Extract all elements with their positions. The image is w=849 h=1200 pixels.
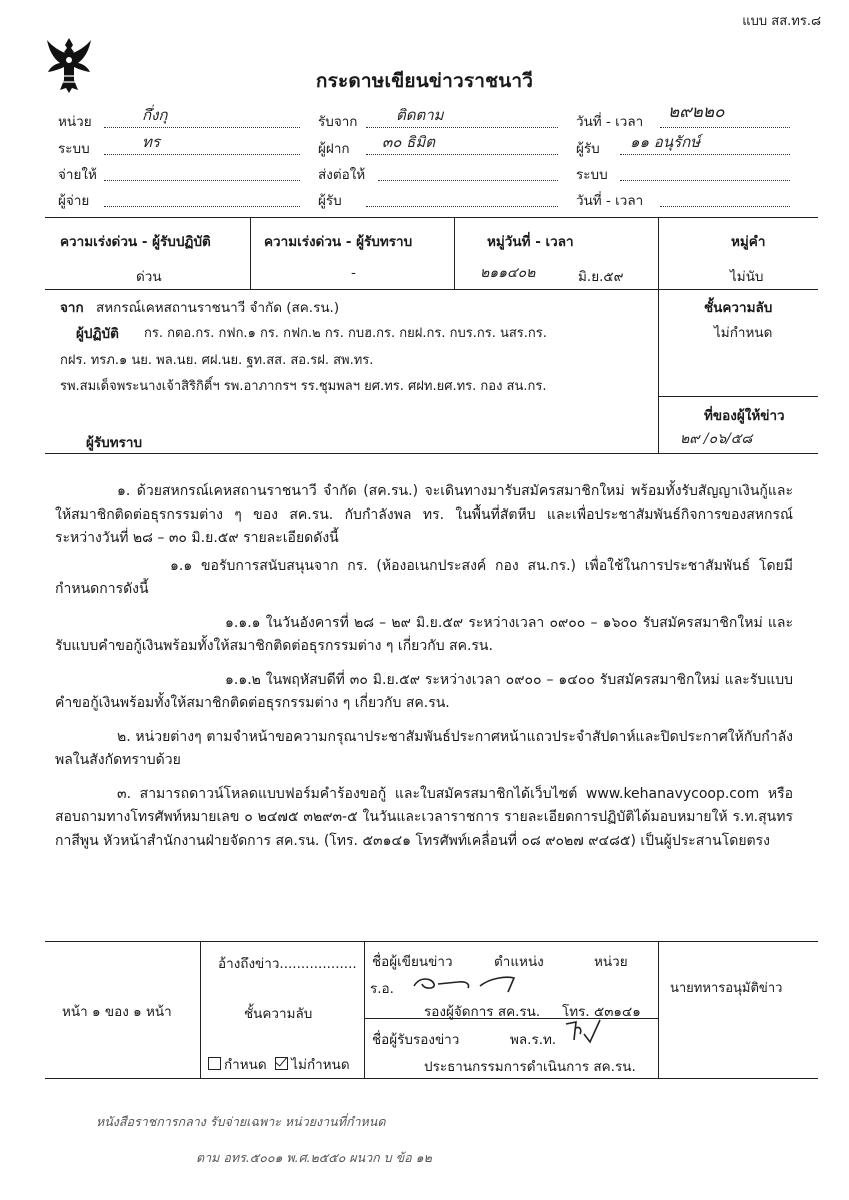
form-code: แบบ สส.ทร.๘ (742, 14, 821, 29)
from-label: จาก (60, 300, 84, 316)
reference-label: อ้างถึงข่าว.................. (218, 956, 357, 972)
unit-field[interactable] (104, 112, 300, 128)
writer-phone: โทร. ๕๓๑๔๑ (562, 1004, 641, 1020)
system-value: ทร (142, 133, 160, 151)
certifier-label: ชื่อผู้รับรองข่าว (372, 1032, 460, 1048)
writer-label: ชื่อผู้เขียนข่าว (372, 954, 453, 970)
position-label: ตำแหน่ง (494, 954, 544, 970)
certifier-rank: พล.ร.ท. (510, 1032, 557, 1048)
action-line1: กร. กตอ.กร. กฟก.๑ กร. กฟก.๒ กร. กบฮ.กร. กยฝ.กร. กบร.กร. นสร.กร. (144, 326, 547, 341)
receiver-value: ๑๑ อนุรักษ์ (630, 133, 701, 151)
receiver2-label: ผู้รับ (318, 193, 342, 209)
date-time-label: วันที่ - เวลา (576, 114, 644, 130)
action-line2: กฝร. ทรภ.๑ นย. พล.นย. ศฝ.นย. ฐท.สส. สอ.รฝ. สพ.ทร. (60, 353, 374, 368)
action-line3: รพ.สมเด็จพระนางเจ้าสิริกิติ์ฯ รพ.อาภากรฯ รร.ชุมพลฯ ยศ.ทร. ศฝท.ยศ.ทร. กอง สน.กร. (60, 379, 547, 394)
checkbox-undefined[interactable] (275, 1057, 288, 1070)
depositor-value: ๓๐ ธิมิต (382, 133, 435, 151)
footer-unit-label: หน่วย (594, 954, 628, 970)
payer-label: ผู้จ่าย (58, 193, 90, 209)
dtg-header: หมู่วันที่ - เวลา (487, 234, 574, 250)
writer-position: รองผู้จัดการ สค.รน. (424, 1004, 541, 1020)
system-label: ระบบ (58, 141, 90, 157)
paragraph-1-1-1: ๑.๑.๑ ในวันอังคารที่ ๒๘ – ๒๙ มิ.ย.๕๙ ระหว่างเวลา ๐๙๐๐ – ๑๖๐๐ รับสมัครสมาชิกใหม่ และรับแบบคำขอกู้เงินพร้อมทั้งให้สมาชิกติดต่อธุรกรรมต่าง ๆ เกี่ยวกับ สค.รน. (55, 614, 793, 654)
ref-no-value: ๒๙ /๐๖/๕๘ (680, 431, 753, 447)
ref-no-header: ที่ของผู้ให้ข่าว (704, 408, 785, 424)
paragraph-3: ๓. สามารถดาวน์โหลดแบบฟอร์มคำร้องขอกู้ และใบสมัครสมาชิกได้เว็บไซต์ www.kehanavycoop.com หรือ สอบถามทางโทรศัพท์หมายเลข ๐ ๒๔๗๕ ๓๒๙๓-๕ ในวันและเวลาราชการ รายละเอียดการปฏิบัติได้มอบหมายให้ ร.ท.สุนทร กาสีพูน หัวหน้าสำนักงานฝ่ายจัดการ สค.รน. (โทร. ๕๓๑๔๑ โทรศัพท์เคลื่อนที่ ๐๘ ๙๐๒๗ ๙๔๘๕) เป็นผู้ประสานโดยตรง (55, 785, 793, 849)
stamp-line-1: หนังสือราชการกลาง รับจ่ายเฉพาะ หน่วยงานที่กำหนด (96, 1114, 386, 1129)
option-defined-label: กำหนด (224, 1057, 267, 1073)
checkbox-defined[interactable] (208, 1057, 221, 1070)
system2-field[interactable] (620, 165, 790, 181)
received-from-label: รับจาก (318, 114, 358, 130)
receiver-label: ผู้รับ (576, 141, 600, 157)
classification-value: ไม่กำหนด (714, 325, 773, 341)
rank-prefix: ร.อ. (370, 981, 394, 997)
system-field[interactable] (104, 139, 300, 155)
pay-to-label: จ่ายให้ (58, 167, 97, 183)
date-time2-label: วันที่ - เวลา (576, 193, 644, 209)
approver-label: นายทหารอนุมัติข่าว (670, 981, 783, 996)
receiver2-field[interactable] (366, 191, 558, 207)
paragraph-1-1-2: ๑.๑.๒ ในพฤหัสบดีที่ ๓๐ มิ.ย.๕๙ ระหว่างเวลา ๐๙๐๐ – ๑๔๐๐ รับสมัครสมาชิกใหม่ และรับแบบคำขอกู้เงินพร้อมทั้งให้สมาชิกติดต่อธุรกรรมต่าง ๆ เกี่ยวกับ สค.รน. (55, 671, 793, 711)
urgency-info-value: - (351, 265, 356, 281)
paragraph-1-1: ๑.๑ ขอรับการสนับสนุนจาก กร. (ห้องอเนกประสงค์ กอง สน.กร.) เพื่อใช้ในการประชาสัมพันธ์ โดยมีกำหนดการดังนี้ (55, 557, 793, 597)
paragraph-2: ๒. หน่วยต่างๆ ตามจำหน้าขอความกรุณาประชาสัมพันธ์ประกาศหน้าแถวประจำสัปดาห์และปิดประกาศให้กับกำลังพลในสังกัดทราบด้วย (55, 728, 793, 768)
paragraph-1: ๑. ด้วยสหกรณ์เคหสถานราชนาวี จำกัด (สค.รน.) จะเดินทางมารับสมัครสมาชิกใหม่ พร้อมทั้งรับสัญญาเงินกู้และให้สมาชิกติดต่อธุรกรรมต่าง ๆ ของ สค.รน. กับกำลังพล ทร. ในพื้นที่สัตหีบ และเพื่อประชาสัมพันธ์กิจการของสหกรณ์ ระหว่างวันที่ ๒๘ – ๓๐ มิ.ย.๕๙ รายละเอียดดังนี้ (55, 483, 793, 546)
pay-to-field[interactable] (104, 165, 300, 181)
certifier-signature (562, 1016, 602, 1046)
action-label: ผู้ปฏิบัติ (76, 326, 119, 342)
urgency-info-header: ความเร่งด่วน - ผู้รับทราบ (264, 234, 413, 250)
unit-value: กึ่งกุ (142, 106, 168, 124)
dtg-value: ๒๑๑๔๐๒ (480, 265, 536, 281)
footer-classification-label: ชั้นความลับ (244, 1006, 313, 1022)
page-title: กระดาษเขียนข่าวราชนาวี (315, 70, 534, 92)
certifier-position: ประธานกรรมการดำเนินการ สค.รน. (424, 1059, 636, 1075)
option-undefined-label: ไม่กำหนด (291, 1057, 350, 1073)
classification-header: ชั้นความลับ (704, 300, 773, 316)
stamp-line-2: ตาม อทร.๕๐๐๑ พ.ศ.๒๕๕๐ ผนวก บ ข้อ ๑๒ (196, 1150, 432, 1165)
words-value: ไม่นับ (730, 269, 764, 285)
system2-label: ระบบ (576, 167, 608, 183)
forward-to-field[interactable] (378, 165, 558, 181)
received-from-field[interactable] (366, 112, 558, 128)
payer-field[interactable] (104, 191, 300, 207)
from-value: สหกรณ์เคหสถานราชนาวี จำกัด (สค.รน.) (96, 300, 340, 316)
page-count: หน้า ๑ ของ ๑ หน้า (62, 1004, 172, 1020)
urgency-action-header: ความเร่งด่วน - ผู้รับปฏิบัติ (60, 234, 211, 250)
date-time2-field[interactable] (660, 191, 790, 207)
unit-label: หน่วย (58, 114, 92, 130)
classification-options (208, 1053, 350, 1075)
message-body (55, 480, 793, 863)
forward-to-label: ส่งต่อให้ (318, 167, 366, 183)
dtg-month: มิ.ย.๕๙ (578, 269, 624, 285)
writer-signature (410, 968, 520, 994)
urgency-action-value: ด่วน (136, 269, 162, 285)
depositor-label: ผู้ฝาก (318, 141, 350, 157)
date-time-value: ๒๙๒๒๐ (668, 102, 725, 122)
info-label: ผู้รับทราบ (86, 435, 143, 451)
words-header: หมู่คำ (731, 234, 766, 250)
received-from-value: ติดตาม (396, 106, 444, 124)
